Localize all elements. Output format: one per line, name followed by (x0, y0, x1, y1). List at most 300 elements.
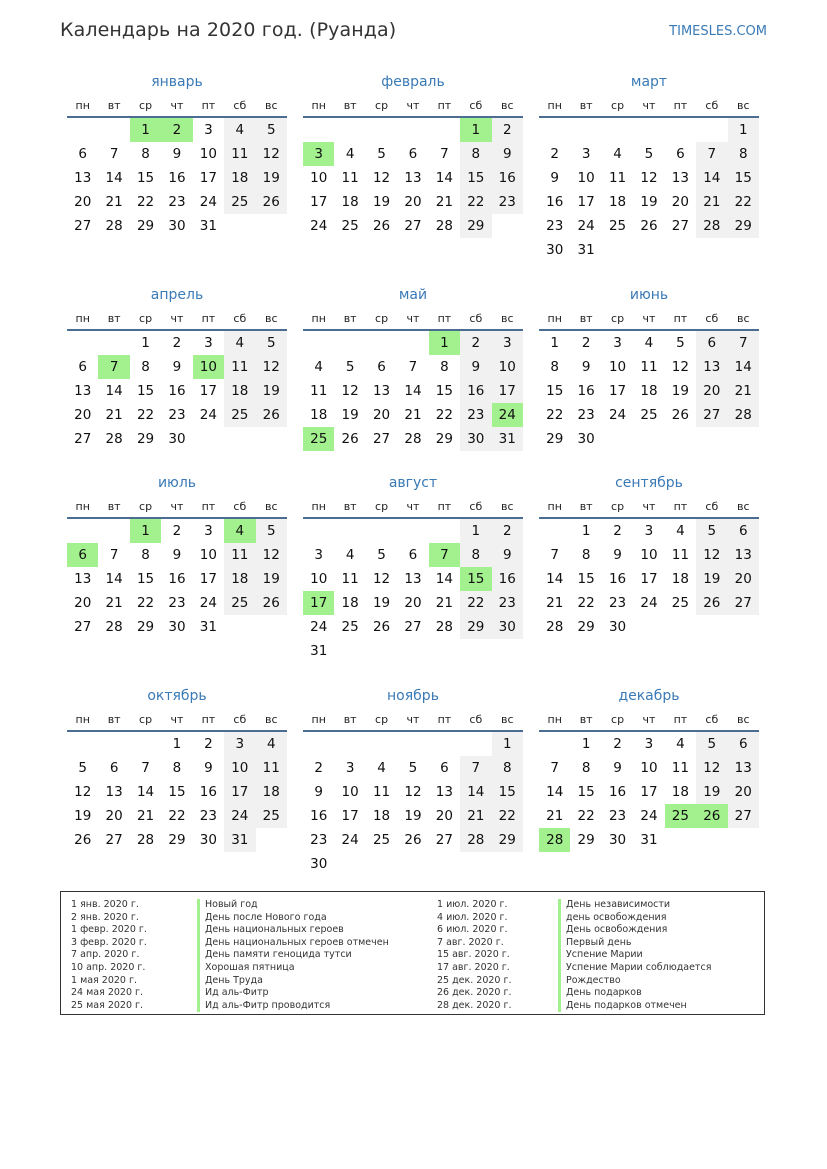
day-cell[interactable]: 17 (199, 383, 217, 399)
day-cell[interactable]: 20 (372, 407, 391, 423)
day-cell[interactable]: 20 (105, 808, 123, 824)
day-cell[interactable]: 28 (404, 431, 422, 447)
day-cell[interactable]: 17 (492, 379, 523, 403)
day-cell[interactable]: 18 (671, 784, 689, 800)
day-cell[interactable]: 17 (640, 784, 658, 800)
day-cell[interactable]: 15 (136, 170, 155, 186)
day-cell[interactable]: 16 (310, 808, 328, 824)
day-cell[interactable]: 11 (372, 784, 391, 800)
day-cell[interactable]: 28 (105, 431, 123, 447)
day-cell[interactable]: 4 (224, 118, 255, 142)
day-cell[interactable]: 2 (492, 118, 523, 142)
day-cell[interactable]: 26 (256, 591, 287, 615)
day-cell[interactable]: 31 (492, 427, 523, 451)
day-cell[interactable]: 20 (74, 194, 92, 210)
day-cell[interactable]: 27 (372, 431, 391, 447)
day-cell[interactable]: 24 (199, 595, 217, 611)
day-cell[interactable]: 15 (728, 166, 759, 190)
day-cell[interactable]: 18 (372, 808, 391, 824)
day-cell[interactable]: 11 (224, 543, 255, 567)
day-cell[interactable]: 25 (303, 427, 334, 451)
day-cell[interactable]: 7 (696, 142, 727, 166)
day-cell[interactable]: 29 (136, 619, 155, 635)
day-cell[interactable]: 5 (256, 118, 287, 142)
day-cell[interactable]: 27 (105, 832, 123, 848)
day-cell[interactable]: 21 (105, 595, 123, 611)
day-cell[interactable]: 26 (341, 431, 359, 447)
day-cell[interactable]: 3 (314, 547, 323, 563)
day-cell[interactable]: 26 (372, 218, 391, 234)
day-cell[interactable]: 10 (310, 170, 328, 186)
day-cell[interactable]: 29 (460, 615, 491, 639)
day-cell[interactable]: 24 (310, 218, 328, 234)
day-cell[interactable]: 11 (224, 142, 255, 166)
day-cell[interactable]: 17 (608, 383, 627, 399)
day-cell[interactable]: 30 (460, 427, 491, 451)
day-cell[interactable]: 24 (310, 619, 328, 635)
day-cell[interactable]: 13 (74, 571, 92, 587)
day-cell[interactable]: 5 (78, 760, 87, 776)
day-cell[interactable]: 9 (460, 355, 491, 379)
day-cell[interactable]: 29 (460, 214, 491, 238)
day-cell[interactable]: 31 (310, 643, 328, 659)
day-cell[interactable]: 9 (314, 784, 323, 800)
day-cell[interactable]: 18 (256, 780, 287, 804)
day-cell[interactable]: 31 (224, 828, 255, 852)
day-cell[interactable]: 5 (377, 547, 386, 563)
day-cell[interactable]: 21 (728, 379, 759, 403)
day-cell[interactable]: 30 (199, 832, 217, 848)
day-cell[interactable]: 3 (204, 122, 213, 138)
day-cell[interactable]: 29 (492, 828, 523, 852)
day-cell[interactable]: 4 (345, 146, 355, 162)
day-cell[interactable]: 23 (492, 591, 523, 615)
day-cell[interactable]: 22 (136, 407, 155, 423)
day-cell[interactable]: 24 (224, 804, 255, 828)
day-cell[interactable]: 15 (577, 784, 595, 800)
day-cell[interactable]: 14 (460, 780, 491, 804)
day-cell[interactable]: 2 (550, 146, 559, 162)
day-cell[interactable]: 23 (310, 832, 328, 848)
day-cell[interactable]: 18 (341, 194, 359, 210)
day-cell[interactable]: 29 (577, 832, 595, 848)
day-cell[interactable]: 13 (74, 170, 92, 186)
day-cell[interactable]: 14 (435, 170, 453, 186)
day-cell[interactable]: 30 (608, 619, 627, 635)
day-cell[interactable]: 25 (671, 595, 689, 611)
day-cell[interactable]: 15 (546, 383, 564, 399)
site-link[interactable]: TIMESLES.COM (669, 24, 767, 39)
day-cell[interactable]: 7 (440, 146, 449, 162)
day-cell[interactable]: 8 (581, 760, 591, 776)
day-cell[interactable]: 28 (435, 619, 453, 635)
day-cell[interactable]: 21 (546, 808, 564, 824)
day-cell[interactable]: 1 (130, 519, 161, 543)
day-cell[interactable]: 18 (224, 166, 255, 190)
day-cell[interactable]: 27 (74, 431, 92, 447)
day-cell[interactable]: 3 (204, 523, 213, 539)
day-cell[interactable]: 17 (199, 571, 217, 587)
day-cell[interactable]: 4 (224, 331, 255, 355)
day-cell[interactable]: 16 (577, 383, 595, 399)
day-cell[interactable]: 14 (546, 571, 564, 587)
day-cell[interactable]: 30 (492, 615, 523, 639)
day-cell[interactable]: 17 (310, 194, 328, 210)
day-cell[interactable]: 8 (440, 359, 449, 375)
day-cell[interactable]: 27 (74, 619, 92, 635)
day-cell[interactable]: 22 (577, 808, 595, 824)
day-cell[interactable]: 11 (256, 756, 287, 780)
day-cell[interactable]: 14 (105, 170, 123, 186)
day-cell[interactable]: 22 (460, 190, 491, 214)
day-cell[interactable]: 16 (546, 194, 564, 210)
day-cell[interactable]: 15 (577, 571, 595, 587)
day-cell[interactable]: 4 (314, 359, 323, 375)
day-cell[interactable]: 12 (696, 543, 727, 567)
day-cell[interactable]: 20 (671, 194, 689, 210)
day-cell[interactable]: 25 (608, 218, 627, 234)
day-cell[interactable]: 16 (199, 784, 217, 800)
day-cell[interactable]: 6 (408, 547, 418, 563)
day-cell[interactable]: 17 (199, 170, 217, 186)
day-cell[interactable]: 2 (613, 523, 622, 539)
day-cell[interactable]: 8 (460, 142, 491, 166)
day-cell[interactable]: 27 (404, 619, 422, 635)
day-cell[interactable]: 28 (546, 619, 564, 635)
day-cell[interactable]: 10 (310, 571, 328, 587)
day-cell[interactable]: 21 (404, 407, 422, 423)
day-cell[interactable]: 6 (408, 146, 418, 162)
day-cell[interactable]: 1 (460, 519, 491, 543)
day-cell[interactable]: 22 (136, 194, 155, 210)
day-cell[interactable]: 16 (168, 383, 186, 399)
day-cell[interactable]: 15 (492, 780, 523, 804)
day-cell[interactable]: 5 (256, 519, 287, 543)
day-cell[interactable]: 1 (130, 118, 161, 142)
day-cell[interactable]: 4 (377, 760, 386, 776)
day-cell[interactable]: 30 (168, 619, 186, 635)
day-cell[interactable]: 28 (105, 619, 123, 635)
day-cell[interactable]: 7 (109, 146, 119, 162)
day-cell[interactable]: 1 (581, 523, 591, 539)
day-cell[interactable]: 8 (492, 756, 523, 780)
day-cell[interactable]: 7 (550, 547, 559, 563)
day-cell[interactable]: 10 (640, 547, 658, 563)
day-cell[interactable]: 27 (728, 591, 759, 615)
day-cell[interactable]: 30 (310, 856, 328, 872)
day-cell[interactable]: 19 (404, 808, 422, 824)
day-cell[interactable]: 12 (74, 784, 92, 800)
day-cell[interactable]: 23 (546, 218, 564, 234)
day-cell[interactable]: 29 (435, 431, 453, 447)
day-cell[interactable]: 12 (640, 170, 658, 186)
day-cell[interactable]: 9 (172, 146, 182, 162)
day-cell[interactable]: 30 (168, 218, 186, 234)
day-cell[interactable]: 7 (141, 760, 150, 776)
day-cell[interactable]: 4 (345, 547, 355, 563)
day-cell[interactable]: 6 (440, 760, 449, 776)
day-cell[interactable]: 13 (74, 383, 92, 399)
day-cell[interactable]: 30 (168, 431, 186, 447)
day-cell[interactable]: 23 (608, 808, 627, 824)
day-cell[interactable]: 27 (728, 804, 759, 828)
day-cell[interactable]: 9 (492, 142, 523, 166)
day-cell[interactable]: 6 (696, 331, 727, 355)
day-cell[interactable]: 29 (136, 218, 155, 234)
day-cell[interactable]: 25 (372, 832, 391, 848)
day-cell[interactable]: 7 (408, 359, 418, 375)
day-cell[interactable]: 22 (577, 595, 595, 611)
day-cell[interactable]: 24 (492, 403, 523, 427)
day-cell[interactable]: 19 (256, 166, 287, 190)
day-cell[interactable]: 29 (728, 214, 759, 238)
day-cell[interactable]: 27 (435, 832, 453, 848)
day-cell[interactable]: 10 (224, 756, 255, 780)
day-cell[interactable]: 27 (671, 218, 689, 234)
day-cell[interactable]: 12 (696, 756, 727, 780)
day-cell[interactable]: 20 (74, 407, 92, 423)
day-cell[interactable]: 22 (435, 407, 453, 423)
day-cell[interactable]: 10 (199, 146, 217, 162)
day-cell[interactable]: 19 (341, 407, 359, 423)
day-cell[interactable]: 17 (341, 808, 359, 824)
day-cell[interactable]: 13 (671, 170, 689, 186)
day-cell[interactable]: 4 (256, 732, 287, 756)
day-cell[interactable]: 28 (460, 828, 491, 852)
day-cell[interactable]: 2 (172, 523, 182, 539)
day-cell[interactable]: 6 (109, 760, 119, 776)
day-cell[interactable]: 10 (199, 547, 217, 563)
day-cell[interactable]: 17 (303, 591, 334, 615)
day-cell[interactable]: 14 (435, 571, 453, 587)
day-cell[interactable]: 26 (671, 407, 689, 423)
day-cell[interactable]: 2 (204, 736, 213, 752)
day-cell[interactable]: 12 (671, 359, 689, 375)
day-cell[interactable]: 1 (581, 736, 591, 752)
day-cell[interactable]: 1 (728, 118, 759, 142)
day-cell[interactable]: 9 (581, 359, 591, 375)
day-cell[interactable]: 14 (105, 571, 123, 587)
day-cell[interactable]: 25 (256, 804, 287, 828)
day-cell[interactable]: 14 (546, 784, 564, 800)
day-cell[interactable]: 23 (608, 595, 627, 611)
day-cell[interactable]: 23 (199, 808, 217, 824)
day-cell[interactable]: 3 (204, 335, 213, 351)
day-cell[interactable]: 13 (372, 383, 391, 399)
day-cell[interactable]: 28 (696, 214, 727, 238)
day-cell[interactable]: 10 (193, 355, 224, 379)
day-cell[interactable]: 21 (435, 194, 453, 210)
day-cell[interactable]: 6 (377, 359, 386, 375)
day-cell[interactable]: 3 (303, 142, 334, 166)
day-cell[interactable]: 19 (372, 595, 391, 611)
day-cell[interactable]: 26 (640, 218, 658, 234)
day-cell[interactable]: 5 (676, 335, 685, 351)
day-cell[interactable]: 6 (67, 543, 98, 567)
day-cell[interactable]: 19 (696, 780, 727, 804)
day-cell[interactable]: 21 (105, 407, 123, 423)
day-cell[interactable]: 8 (728, 142, 759, 166)
day-cell[interactable]: 21 (435, 595, 453, 611)
day-cell[interactable]: 8 (581, 547, 591, 563)
day-cell[interactable]: 8 (141, 146, 150, 162)
day-cell[interactable]: 5 (345, 359, 355, 375)
day-cell[interactable]: 2 (581, 335, 591, 351)
day-cell[interactable]: 28 (539, 828, 570, 852)
day-cell[interactable]: 28 (728, 403, 759, 427)
day-cell[interactable]: 25 (224, 591, 255, 615)
day-cell[interactable]: 19 (640, 194, 658, 210)
day-cell[interactable]: 19 (696, 567, 727, 591)
day-cell[interactable]: 23 (460, 403, 491, 427)
day-cell[interactable]: 5 (377, 146, 386, 162)
day-cell[interactable]: 1 (172, 736, 182, 752)
day-cell[interactable]: 28 (105, 218, 123, 234)
day-cell[interactable]: 21 (460, 804, 491, 828)
day-cell[interactable]: 2 (172, 335, 182, 351)
day-cell[interactable]: 8 (550, 359, 559, 375)
day-cell[interactable]: 11 (341, 571, 359, 587)
day-cell[interactable]: 21 (546, 595, 564, 611)
day-cell[interactable]: 25 (224, 190, 255, 214)
day-cell[interactable]: 25 (341, 619, 359, 635)
day-cell[interactable]: 19 (256, 379, 287, 403)
day-cell[interactable]: 4 (613, 146, 622, 162)
day-cell[interactable]: 18 (341, 595, 359, 611)
day-cell[interactable]: 28 (435, 218, 453, 234)
day-cell[interactable]: 8 (172, 760, 182, 776)
day-cell[interactable]: 4 (676, 523, 685, 539)
day-cell[interactable]: 9 (204, 760, 213, 776)
day-cell[interactable]: 27 (696, 403, 727, 427)
day-cell[interactable]: 16 (608, 571, 627, 587)
day-cell[interactable]: 12 (256, 142, 287, 166)
day-cell[interactable]: 4 (644, 335, 654, 351)
day-cell[interactable]: 9 (172, 547, 182, 563)
day-cell[interactable]: 7 (728, 331, 759, 355)
day-cell[interactable]: 15 (460, 567, 491, 591)
day-cell[interactable]: 6 (78, 146, 87, 162)
day-cell[interactable]: 24 (640, 595, 658, 611)
day-cell[interactable]: 14 (105, 383, 123, 399)
day-cell[interactable]: 10 (492, 355, 523, 379)
day-cell[interactable]: 12 (372, 170, 391, 186)
day-cell[interactable]: 20 (728, 780, 759, 804)
day-cell[interactable]: 26 (696, 804, 727, 828)
day-cell[interactable]: 23 (168, 595, 186, 611)
day-cell[interactable]: 28 (136, 832, 155, 848)
day-cell[interactable]: 29 (577, 619, 595, 635)
day-cell[interactable]: 31 (577, 242, 595, 258)
day-cell[interactable]: 13 (728, 756, 759, 780)
day-cell[interactable]: 12 (372, 571, 391, 587)
day-cell[interactable]: 15 (168, 784, 186, 800)
day-cell[interactable]: 20 (404, 595, 422, 611)
day-cell[interactable]: 11 (640, 359, 658, 375)
day-cell[interactable]: 9 (613, 547, 622, 563)
day-cell[interactable]: 26 (74, 832, 92, 848)
day-cell[interactable]: 13 (435, 784, 453, 800)
day-cell[interactable]: 24 (608, 407, 627, 423)
day-cell[interactable]: 26 (256, 403, 287, 427)
day-cell[interactable]: 16 (168, 571, 186, 587)
day-cell[interactable]: 25 (640, 407, 658, 423)
day-cell[interactable]: 26 (404, 832, 422, 848)
day-cell[interactable]: 1 (429, 331, 460, 355)
day-cell[interactable]: 3 (224, 732, 255, 756)
day-cell[interactable]: 29 (136, 431, 155, 447)
day-cell[interactable]: 3 (492, 331, 523, 355)
day-cell[interactable]: 3 (613, 335, 622, 351)
day-cell[interactable]: 22 (728, 190, 759, 214)
day-cell[interactable]: 15 (136, 383, 155, 399)
day-cell[interactable]: 20 (728, 567, 759, 591)
day-cell[interactable]: 17 (224, 780, 255, 804)
day-cell[interactable]: 1 (550, 335, 559, 351)
day-cell[interactable]: 13 (105, 784, 123, 800)
day-cell[interactable]: 30 (546, 242, 564, 258)
day-cell[interactable]: 11 (671, 760, 689, 776)
day-cell[interactable]: 12 (256, 355, 287, 379)
day-cell[interactable]: 24 (199, 407, 217, 423)
day-cell[interactable]: 25 (224, 403, 255, 427)
day-cell[interactable]: 19 (671, 383, 689, 399)
day-cell[interactable]: 7 (98, 355, 129, 379)
day-cell[interactable]: 18 (224, 567, 255, 591)
day-cell[interactable]: 8 (141, 359, 150, 375)
day-cell[interactable]: 22 (168, 808, 186, 824)
day-cell[interactable]: 2 (161, 118, 192, 142)
day-cell[interactable]: 20 (696, 379, 727, 403)
day-cell[interactable]: 11 (224, 355, 255, 379)
day-cell[interactable]: 7 (460, 756, 491, 780)
day-cell[interactable]: 5 (696, 732, 727, 756)
day-cell[interactable]: 24 (199, 194, 217, 210)
day-cell[interactable]: 6 (78, 359, 87, 375)
day-cell[interactable]: 23 (577, 407, 595, 423)
day-cell[interactable]: 11 (608, 170, 627, 186)
day-cell[interactable]: 12 (256, 543, 287, 567)
day-cell[interactable]: 12 (341, 383, 359, 399)
day-cell[interactable]: 29 (168, 832, 186, 848)
day-cell[interactable]: 21 (136, 808, 155, 824)
day-cell[interactable]: 15 (435, 383, 453, 399)
day-cell[interactable]: 9 (492, 543, 523, 567)
day-cell[interactable]: 20 (435, 808, 453, 824)
day-cell[interactable]: 24 (341, 832, 359, 848)
day-cell[interactable]: 16 (492, 166, 523, 190)
day-cell[interactable]: 7 (109, 547, 119, 563)
day-cell[interactable]: 15 (136, 571, 155, 587)
day-cell[interactable]: 13 (728, 543, 759, 567)
day-cell[interactable]: 19 (74, 808, 92, 824)
day-cell[interactable]: 30 (577, 431, 595, 447)
day-cell[interactable]: 14 (404, 383, 422, 399)
day-cell[interactable]: 30 (608, 832, 627, 848)
day-cell[interactable]: 8 (141, 547, 150, 563)
day-cell[interactable]: 26 (256, 190, 287, 214)
day-cell[interactable]: 22 (492, 804, 523, 828)
day-cell[interactable]: 3 (644, 523, 654, 539)
day-cell[interactable]: 10 (577, 170, 595, 186)
day-cell[interactable]: 6 (676, 146, 685, 162)
day-cell[interactable]: 10 (640, 760, 658, 776)
day-cell[interactable]: 22 (136, 595, 155, 611)
day-cell[interactable]: 17 (640, 571, 658, 587)
day-cell[interactable]: 15 (460, 166, 491, 190)
day-cell[interactable]: 10 (341, 784, 359, 800)
day-cell[interactable]: 9 (613, 760, 622, 776)
